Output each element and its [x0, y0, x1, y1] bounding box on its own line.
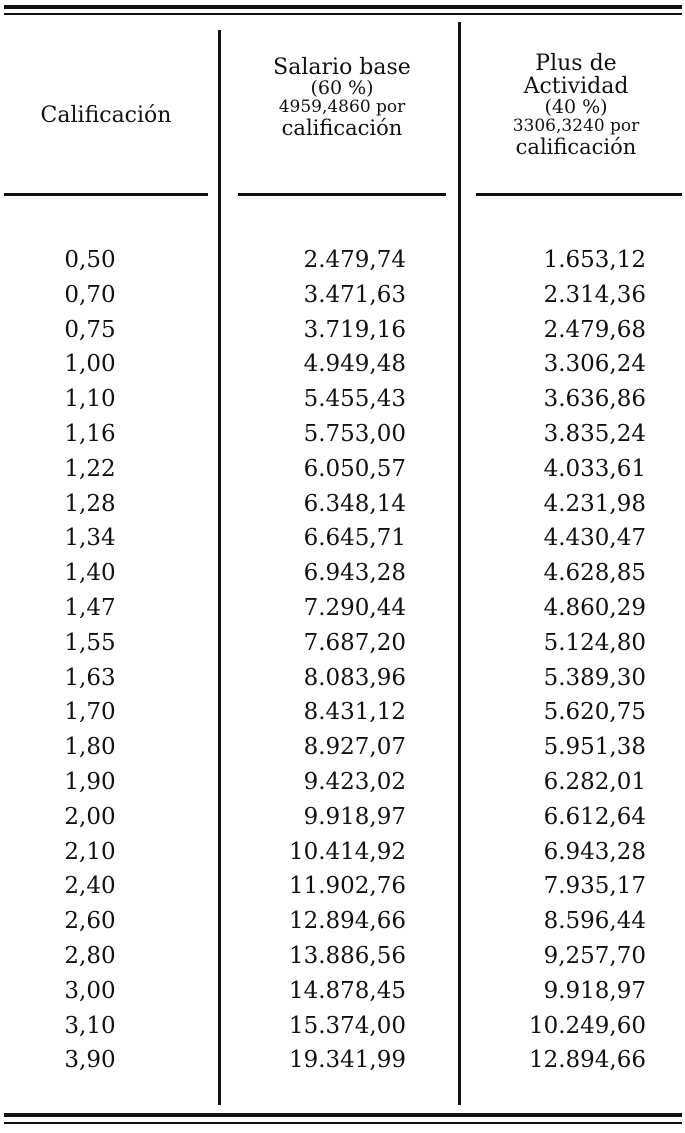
- calificacion-cell: 1,40: [64, 560, 116, 587]
- header-rule-salario: [238, 193, 446, 196]
- calificacion-cell: 0,70: [64, 281, 116, 308]
- header-calificacion-label: Calificación: [40, 103, 172, 128]
- header-calificacion: [4, 104, 208, 127]
- salario-base-cell: 9.423,02: [303, 768, 406, 795]
- plus-actividad-cell: 9,257,70: [543, 942, 646, 969]
- plus-actividad-cell: 3.835,24: [543, 420, 646, 447]
- calificacion-cell: 2,40: [64, 873, 116, 900]
- plus-actividad-cell: 2.314,36: [543, 281, 646, 308]
- calificacion-cell: 1,90: [64, 768, 116, 795]
- plus-actividad-cell: 4.430,47: [543, 525, 646, 552]
- plus-actividad-cell: 3.306,24: [543, 351, 646, 378]
- calificacion-column: [40, 243, 140, 1078]
- salario-base-cell: 8.083,96: [303, 664, 406, 691]
- header-plus-line2: Actividad: [523, 74, 629, 100]
- calificacion-cell: 3,10: [64, 1012, 116, 1039]
- calificacion-cell: 2,00: [64, 803, 116, 830]
- plus-actividad-cell: 5.620,75: [543, 699, 646, 726]
- plus-actividad-cell: 12.894,66: [528, 1047, 646, 1074]
- header-plus-line1: Plus de: [535, 51, 617, 76]
- header-salario-line4: calificación: [281, 115, 403, 140]
- salario-base-cell: 6.348,14: [303, 490, 406, 517]
- calificacion-cell: 1,16: [64, 420, 116, 447]
- calificacion-cell: 1,70: [64, 699, 116, 726]
- header-plus-line4: 3306,3240 por: [512, 116, 640, 137]
- top-rule-thick: [4, 5, 682, 9]
- bottom-rule-thin: [4, 1122, 682, 1124]
- salario-base-cell: 13.886,56: [288, 942, 406, 969]
- plus-actividad-cell: 8.596,44: [543, 908, 646, 935]
- salario-base-cell: 6.943,28: [303, 560, 406, 587]
- plus-actividad-cell: 1.653,12: [543, 247, 646, 273]
- plus-actividad-cell: 5.389,30: [543, 664, 646, 691]
- salario-base-cell: 9.918,97: [303, 803, 406, 830]
- salario-base-cell: 6.050,57: [303, 455, 406, 482]
- plus-actividad-cell: 2.479,68: [543, 316, 646, 343]
- calificacion-cell: 1,10: [64, 386, 116, 413]
- plus-actividad-cell: 6.612,64: [543, 803, 646, 830]
- calificacion-cell: 2,60: [64, 908, 116, 935]
- header-rule-calificacion: [4, 193, 208, 196]
- plus-actividad-cell: 7.935,17: [543, 873, 646, 900]
- top-rule-thin: [4, 13, 682, 15]
- plus-actividad-cell: 5.951,38: [543, 734, 646, 761]
- salario-base-cell: 19.341,99: [288, 1047, 406, 1074]
- calificacion-cell: 2,10: [64, 838, 116, 865]
- salario-base-cell: 11.902,76: [288, 873, 406, 900]
- plus-actividad-cell: 4.033,61: [543, 455, 646, 482]
- salario-base-cell: 7.290,44: [303, 594, 406, 621]
- salario-base-cell: 4.949,48: [303, 351, 406, 378]
- calificacion-cell: 1,80: [64, 734, 116, 761]
- salario-base-cell: 8.927,07: [303, 734, 406, 761]
- salario-base-cell: 14.878,45: [288, 977, 406, 1004]
- header-salario-line1: Salario base: [273, 55, 411, 80]
- calificacion-cell: 3,00: [64, 977, 116, 1004]
- salario-base-cell: 6.645,71: [303, 525, 406, 552]
- salario-base-cell: 8.431,12: [303, 699, 406, 726]
- salario-base-cell: 5.753,00: [303, 420, 406, 447]
- calificacion-cell: 3,90: [64, 1047, 116, 1074]
- salario-base-cell: 10.414,92: [288, 838, 406, 865]
- salario-base-cell: 12.894,66: [288, 908, 406, 935]
- salario-base-cell: 7.687,20: [303, 629, 406, 656]
- salario-base-cell: 2.479,74: [303, 247, 406, 273]
- plus-actividad-cell: 6.943,28: [543, 838, 646, 865]
- calificacion-cell: 0,50: [64, 247, 116, 273]
- plus-actividad-cell: 4.628,85: [543, 560, 646, 587]
- plus-actividad-cell: 4.231,98: [543, 490, 646, 517]
- header-plus-line3: (40 %): [544, 96, 608, 119]
- plus-actividad-column: [460, 243, 646, 1078]
- header-plus-actividad: [466, 52, 685, 158]
- plus-actividad-cell: 6.282,01: [543, 768, 646, 795]
- plus-actividad-cell: 10.249,60: [528, 1012, 646, 1039]
- plus-actividad-cell: 4.860,29: [543, 594, 646, 621]
- calificacion-cell: 1,22: [64, 455, 116, 482]
- calificacion-cell: 0,75: [64, 316, 116, 343]
- bottom-rule-thick: [4, 1113, 682, 1117]
- calificacion-cell: 1,55: [64, 629, 116, 656]
- salario-base-cell: 15.374,00: [288, 1012, 406, 1039]
- salario-base-column: [220, 243, 406, 1078]
- calificacion-cell: 1,34: [64, 525, 116, 552]
- salario-base-cell: 3.719,16: [303, 316, 406, 343]
- header-salario-line2: (60 %): [310, 77, 374, 100]
- calificacion-cell: 1,63: [64, 664, 116, 691]
- header-plus-line5: calificación: [515, 134, 637, 159]
- header-salario-base: [228, 56, 456, 139]
- plus-actividad-cell: 3.636,86: [543, 386, 646, 413]
- plus-actividad-cell: 9.918,97: [543, 977, 646, 1004]
- calificacion-cell: 1,00: [64, 351, 116, 378]
- salario-base-cell: 5.455,43: [303, 386, 406, 413]
- calificacion-cell: 2,80: [64, 942, 116, 969]
- plus-actividad-cell: 5.124,80: [543, 629, 646, 656]
- salario-base-cell: 3.471,63: [303, 281, 406, 308]
- header-salario-line3: 4959,4860 por: [278, 97, 406, 118]
- calificacion-cell: 1,28: [64, 490, 116, 517]
- calificacion-cell: 1,47: [64, 594, 116, 621]
- header-rule-plus: [476, 193, 682, 196]
